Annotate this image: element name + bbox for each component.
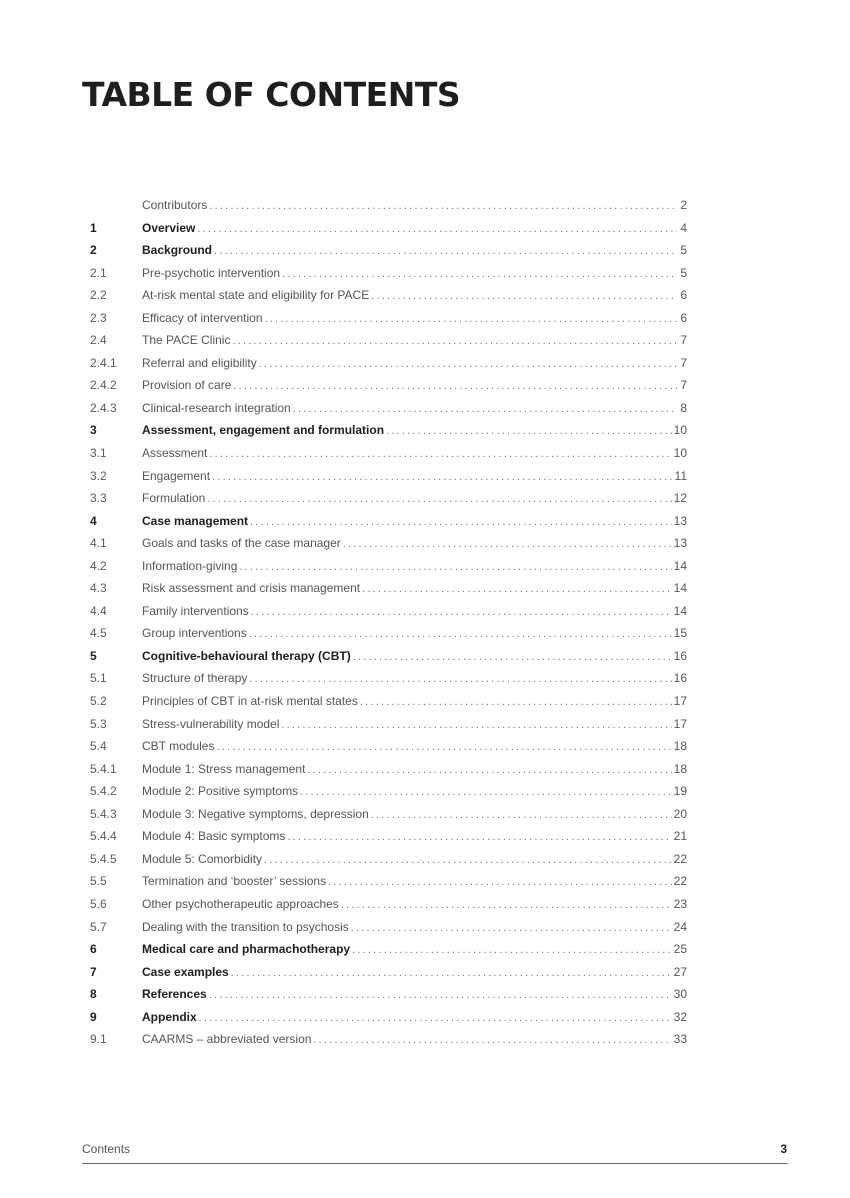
toc-entry-number: 9 — [90, 1009, 97, 1024]
toc-entry-title[interactable]: Stress-vulnerability model — [142, 716, 280, 731]
dot-leader — [307, 759, 671, 782]
toc-entry-title[interactable]: Referral and eligibility — [142, 355, 257, 370]
toc-entry-number: 7 — [90, 964, 97, 979]
toc-entry-page[interactable]: 22 — [673, 874, 687, 889]
toc-entry-title[interactable]: Clinical-research integration — [142, 400, 291, 415]
toc-entry-page[interactable]: 11 — [674, 468, 687, 483]
toc-entry-page[interactable]: 16 — [673, 671, 687, 686]
toc-entry-page[interactable]: 10 — [673, 423, 687, 438]
toc-entry[interactable] — [90, 487, 687, 510]
toc-entry-page[interactable]: 7 — [680, 333, 687, 348]
toc-entry-title[interactable]: CAARMS – abbreviated version — [142, 1032, 312, 1047]
toc-entry-page[interactable]: 8 — [680, 400, 687, 415]
toc-entry-page[interactable]: 14 — [673, 558, 687, 573]
toc-entry-number: 6 — [90, 942, 97, 957]
toc-entry-number: 5.4.3 — [90, 806, 117, 821]
toc-entry-page[interactable]: 30 — [673, 987, 687, 1002]
toc-entry[interactable] — [90, 690, 687, 713]
toc-entry-title[interactable]: CBT modules — [142, 739, 215, 754]
dot-leader — [353, 646, 672, 669]
toc-entry[interactable] — [90, 645, 687, 668]
toc-entry-title[interactable]: Other psychotherapeutic approaches — [142, 896, 339, 911]
toc-entry-number: 4.2 — [90, 558, 107, 573]
toc-entry[interactable] — [90, 961, 687, 984]
dot-leader — [343, 533, 672, 556]
dot-leader — [341, 894, 672, 917]
toc-entry-page[interactable]: 12 — [673, 491, 687, 506]
dot-leader — [265, 308, 677, 331]
toc-entry[interactable] — [90, 1028, 687, 1051]
toc-entry[interactable] — [90, 419, 687, 442]
footer-section-label: Contents — [82, 1142, 131, 1156]
footer-page-number: 3 — [780, 1142, 787, 1156]
dot-leader — [362, 578, 672, 601]
toc-entry[interactable] — [90, 758, 687, 781]
toc-entry-title[interactable]: Termination and ‘booster’ sessions — [142, 874, 327, 889]
dot-leader — [259, 353, 677, 376]
toc-entry-number: 2 — [90, 243, 97, 258]
toc-entry-title[interactable]: Structure of therapy — [142, 671, 248, 686]
toc-entry-number: 2.1 — [90, 265, 107, 280]
toc-entry[interactable] — [90, 916, 687, 939]
dot-leader — [197, 218, 677, 241]
toc-entry-title[interactable]: Cognitive-behavioural therapy (CBT) — [142, 648, 351, 663]
toc-entry-number: 5.4.5 — [90, 851, 117, 866]
toc-entry-number: 3.1 — [90, 446, 107, 461]
toc-entry-number: 3.2 — [90, 468, 107, 483]
toc-entry-number: 4.3 — [90, 581, 107, 596]
toc-entry[interactable] — [90, 938, 687, 961]
toc-entry[interactable] — [90, 510, 687, 533]
toc-entry-number: 2.4 — [90, 333, 107, 348]
toc-entry-page[interactable]: 13 — [673, 513, 687, 528]
toc-entry-number: 2.4.2 — [90, 378, 117, 393]
toc-entry-title[interactable]: Goals and tasks of the case manager — [142, 536, 341, 551]
dot-leader — [287, 826, 671, 849]
dot-leader — [360, 691, 672, 714]
toc-entry-page[interactable]: 17 — [673, 694, 687, 709]
toc-entry[interactable] — [90, 239, 687, 262]
toc-entry-number: 5.3 — [90, 716, 107, 731]
toc-entry[interactable] — [90, 667, 687, 690]
toc-entry-title[interactable]: Module 2: Positive symptoms — [142, 784, 299, 799]
toc-entry-title[interactable]: Dealing with the transition to psychosis — [142, 919, 349, 934]
toc-entry[interactable] — [90, 780, 687, 803]
toc-entry-number: 4 — [90, 513, 97, 528]
toc-entry-page[interactable]: 14 — [673, 603, 687, 618]
toc-entry-title[interactable]: Background — [142, 243, 213, 258]
toc-entry-page[interactable]: 25 — [673, 942, 687, 957]
dot-leader — [231, 962, 672, 985]
toc-entry-number: 5.7 — [90, 919, 107, 934]
dot-leader — [214, 240, 677, 263]
toc-entry[interactable] — [90, 600, 687, 623]
toc-entry-number: 4.5 — [90, 626, 107, 641]
toc-entry-number: 2.2 — [90, 288, 107, 303]
toc-entry-title[interactable]: Assessment — [142, 446, 208, 461]
toc-entry-number: 5.4 — [90, 739, 107, 754]
dot-leader — [371, 285, 677, 308]
toc-entry-title[interactable]: Module 1: Stress management — [142, 761, 306, 776]
toc-entry[interactable] — [90, 848, 687, 871]
toc-entry[interactable] — [90, 442, 687, 465]
table-of-contents — [90, 194, 687, 1051]
toc-entry-title[interactable]: Pre-psychotic intervention — [142, 265, 281, 280]
toc-entry-page[interactable]: 6 — [680, 310, 687, 325]
dot-leader — [251, 601, 672, 624]
page-title: TABLE OF CONTENTS — [82, 75, 461, 114]
toc-entry-title[interactable]: The PACE Clinic — [142, 333, 231, 348]
dot-leader — [352, 939, 672, 962]
dot-leader — [264, 849, 672, 872]
toc-entry-page[interactable]: 20 — [673, 806, 687, 821]
toc-entry-number: 5.5 — [90, 874, 107, 889]
toc-entry-number: 5.2 — [90, 694, 107, 709]
toc-entry[interactable] — [90, 262, 687, 285]
dot-leader — [199, 1007, 672, 1030]
dot-leader — [293, 398, 677, 421]
toc-entry-title[interactable]: Contributors — [142, 198, 208, 212]
toc-entry[interactable] — [90, 983, 687, 1006]
dot-leader — [386, 420, 672, 443]
toc-entry-page[interactable]: 7 — [680, 355, 687, 370]
toc-entry-page[interactable]: 5 — [680, 243, 687, 258]
toc-entry-number: 5.4.4 — [90, 829, 117, 844]
toc-entry[interactable] — [90, 374, 687, 397]
toc-entry-title[interactable]: Provision of care — [142, 378, 232, 393]
toc-entry-title[interactable]: Family interventions — [142, 603, 249, 618]
toc-entry-number: 5 — [90, 648, 97, 663]
toc-entry[interactable] — [90, 1006, 687, 1029]
dot-leader — [250, 511, 672, 534]
toc-entry-number: 8 — [90, 987, 97, 1002]
toc-entry-title[interactable]: Module 3: Negative symptoms, depression — [142, 806, 369, 821]
toc-entry-number: 2.4.1 — [90, 355, 117, 370]
dot-leader — [249, 623, 672, 646]
dot-leader — [351, 917, 672, 940]
toc-entry-page[interactable]: 27 — [673, 964, 687, 979]
toc-entry-title[interactable]: Engagement — [142, 468, 211, 483]
toc-entry-page[interactable]: 22 — [673, 851, 687, 866]
dot-leader — [282, 263, 677, 286]
toc-entry-page[interactable]: 15 — [673, 626, 687, 641]
dot-leader — [313, 1029, 671, 1052]
toc-entry-page[interactable]: 13 — [673, 536, 687, 551]
toc-entry-title[interactable]: Group interventions — [142, 626, 247, 641]
toc-entry[interactable] — [90, 329, 687, 352]
toc-entry[interactable] — [90, 803, 687, 826]
toc-entry-title[interactable]: Overview — [142, 220, 196, 235]
toc-entry[interactable] — [90, 284, 687, 307]
toc-entry-title[interactable]: Assessment, engagement and formulation — [142, 423, 385, 438]
toc-entry[interactable] — [90, 870, 687, 893]
dot-leader — [232, 330, 677, 353]
toc-entry[interactable] — [90, 194, 687, 217]
toc-entry-number: 2.4.3 — [90, 400, 117, 415]
toc-entry[interactable] — [90, 825, 687, 848]
toc-entry-number: 5.4.2 — [90, 784, 117, 799]
dot-leader — [281, 714, 671, 737]
toc-entry[interactable] — [90, 713, 687, 736]
dot-leader — [371, 804, 672, 827]
toc-entry[interactable] — [90, 555, 687, 578]
toc-entry-title[interactable]: At-risk mental state and eligibility for PACE — [142, 288, 370, 303]
toc-entry-page[interactable]: 2 — [680, 198, 687, 212]
dot-leader — [249, 668, 671, 691]
toc-entry-number: 2.3 — [90, 310, 107, 325]
toc-entry-page[interactable]: 16 — [673, 648, 687, 663]
toc-entry-page[interactable]: 10 — [673, 446, 687, 461]
toc-entry-number: 5.4.1 — [90, 761, 117, 776]
dot-leader — [212, 466, 672, 489]
dot-leader — [233, 375, 677, 398]
toc-entry-title[interactable]: Efficacy of intervention — [142, 310, 263, 325]
toc-entry-page[interactable]: 6 — [680, 288, 687, 303]
dot-leader — [239, 556, 671, 579]
toc-entry-page[interactable]: 32 — [673, 1009, 687, 1024]
toc-entry[interactable] — [90, 307, 687, 330]
toc-entry[interactable] — [90, 622, 687, 645]
toc-entry-title[interactable]: Medical care and pharmachotherapy — [142, 942, 351, 957]
toc-entry[interactable] — [90, 532, 687, 555]
toc-entry-page[interactable]: 24 — [673, 919, 687, 934]
toc-entry-page[interactable]: 18 — [673, 739, 687, 754]
toc-entry[interactable] — [90, 352, 687, 375]
toc-entry-title[interactable]: Appendix — [142, 1009, 197, 1024]
toc-entry-number: 4.1 — [90, 536, 107, 551]
toc-entry-number: 3.3 — [90, 491, 107, 506]
toc-entry-page[interactable]: 21 — [673, 829, 687, 844]
dot-leader — [216, 736, 671, 759]
toc-entry-page[interactable]: 14 — [673, 581, 687, 596]
toc-entry-title[interactable]: Module 4: Basic symptoms — [142, 829, 286, 844]
dot-leader — [209, 443, 671, 466]
dot-leader — [328, 871, 672, 894]
toc-entry[interactable] — [90, 397, 687, 420]
toc-entry[interactable] — [90, 577, 687, 600]
toc-entry[interactable] — [90, 217, 687, 240]
toc-entry-title[interactable]: Risk assessment and crisis management — [142, 581, 361, 596]
dot-leader — [207, 488, 671, 511]
toc-entry-title[interactable]: Case management — [142, 513, 249, 528]
toc-entry-number: 5.6 — [90, 896, 107, 911]
toc-entry-title[interactable]: Formulation — [142, 491, 206, 506]
toc-entry-number: 3 — [90, 423, 97, 438]
toc-entry[interactable] — [90, 465, 687, 488]
toc-entry-page[interactable]: 17 — [673, 716, 687, 731]
footer-divider — [82, 1163, 788, 1164]
toc-entry-page[interactable]: 5 — [680, 265, 687, 280]
toc-entry-title[interactable]: Module 5: Comorbidity — [142, 851, 263, 866]
toc-entry-number: 5.1 — [90, 671, 107, 686]
dot-leader — [300, 781, 672, 804]
toc-entry-page[interactable]: 7 — [680, 378, 687, 393]
toc-entry-number: 9.1 — [90, 1032, 107, 1047]
toc-entry-page[interactable]: 4 — [680, 220, 687, 235]
toc-entry[interactable] — [90, 893, 687, 916]
dot-leader — [209, 984, 672, 1007]
toc-entry-title[interactable]: References — [142, 987, 207, 1002]
toc-entry-page[interactable]: 18 — [673, 761, 687, 776]
dot-leader — [209, 195, 677, 218]
toc-entry-page[interactable]: 23 — [673, 896, 687, 911]
toc-entry-title[interactable]: Information-giving — [142, 558, 238, 573]
toc-entry-title[interactable]: Principles of CBT in at-risk mental states — [142, 694, 358, 709]
toc-entry-page[interactable]: 19 — [673, 784, 687, 799]
toc-entry-page[interactable]: 33 — [673, 1032, 687, 1047]
toc-entry-title[interactable]: Case examples — [142, 964, 229, 979]
toc-entry-number: 1 — [90, 220, 97, 235]
toc-entry[interactable] — [90, 735, 687, 758]
toc-entry-number: 4.4 — [90, 603, 107, 618]
